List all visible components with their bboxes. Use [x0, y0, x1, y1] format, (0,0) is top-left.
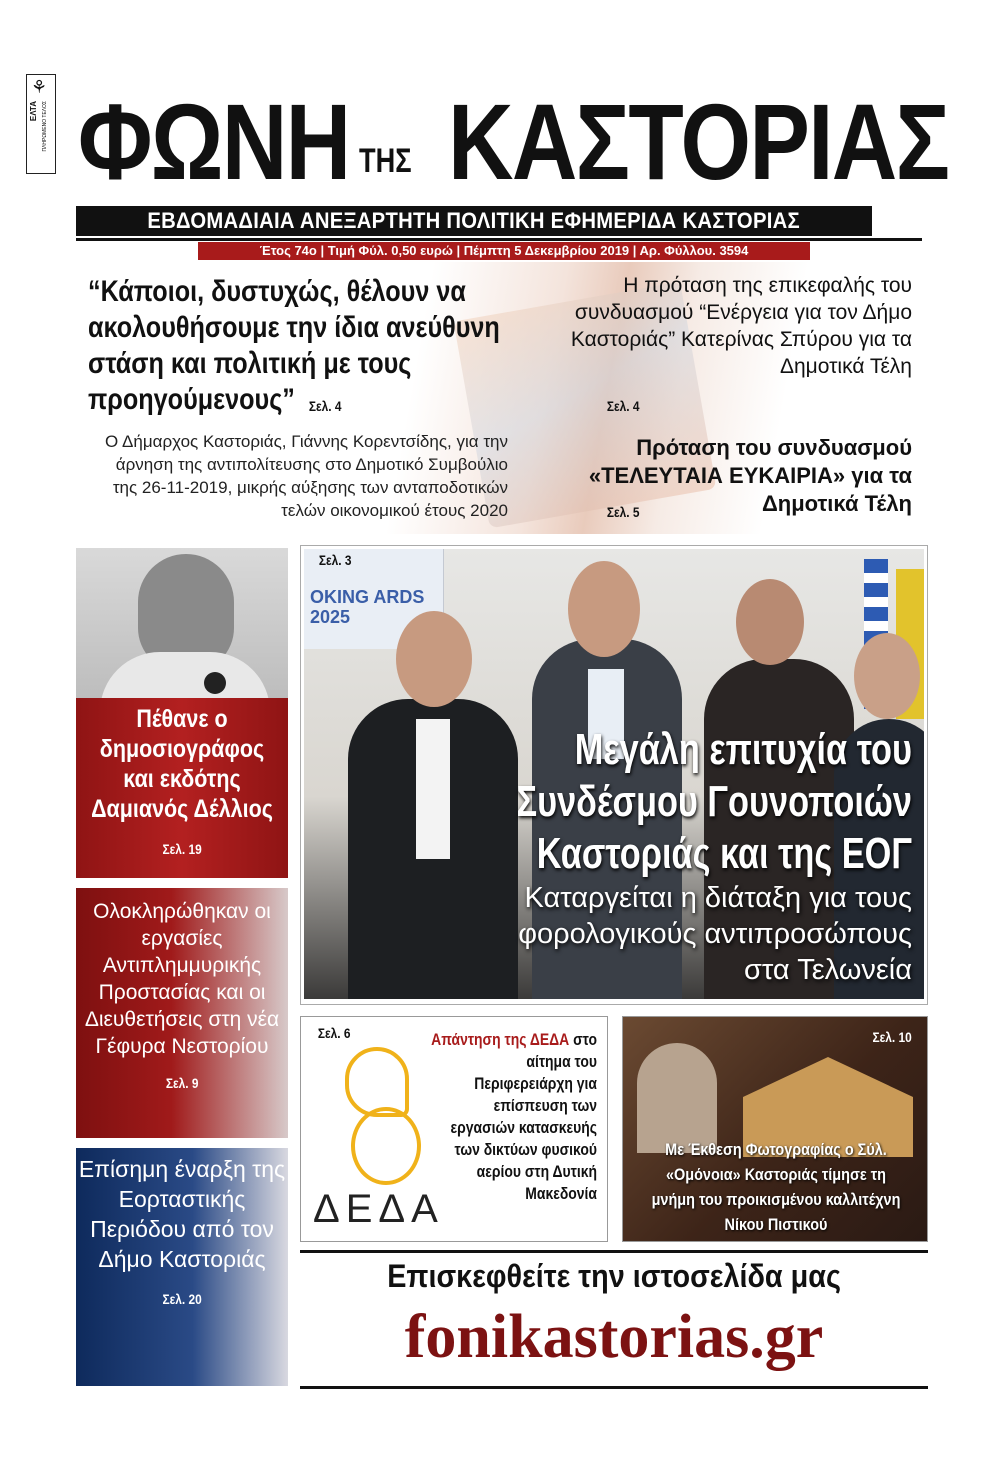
festive-page-ref [76, 1284, 288, 1314]
right-story-2-headline[interactable]: Πρόταση του συνδυασμού «ΤΕΛΕΥΤΑΙΑ ΕΥΚΑΙΡΙΑ» για τα Δημοτικά Τέλη [588, 435, 912, 516]
exhibition-page-ref [869, 1029, 915, 1045]
page-ref-text: Σελ. 19 [162, 841, 202, 857]
top-story-lead: Ο Δήμαρχος Καστοριάς, Γιάννης Κορεντσίδης, για την άρνηση της αντιπολίτευσης στο Δημοτικό Συμβούλιο της 26-11-2019, μικρής αύξησης των ανταποδοτικών τελών οικονομικού έτους 2020 [105, 432, 508, 520]
postage-stamp [26, 74, 56, 174]
page-ref-text: Σελ. 6 [317, 1025, 351, 1041]
obituary-headline: Πέθανε ο δημοσιογράφος και εκδότης Δαμιανός Δέλλιος [91, 705, 273, 823]
newspaper-subtitle [76, 206, 872, 236]
obituary-page-ref [76, 834, 288, 864]
portrait-body [100, 652, 270, 698]
deda-story-box[interactable] [300, 1016, 608, 1242]
person-1-shirt [416, 719, 450, 859]
festive-headline: Επίσημη έναρξη της Εορταστικής Περιόδου από τον Δήμο Καστοριάς [78, 1156, 286, 1272]
top-story-page-ref [306, 398, 344, 414]
person-4-face [854, 633, 920, 719]
website-bottom-rule [300, 1386, 928, 1389]
deda-headline-red: Απάντηση της ΔΕΔΑ [431, 1030, 570, 1049]
stamp-fine-print: ΠΛΗΡΩΜΕΝΟ ΤΕΛΟΣ [42, 101, 48, 152]
main-headline-text: Μεγάλη επιτυχία του Συνδέσμου Γουνοποιών Καστοριάς και της ΕΟΓ [516, 725, 912, 878]
flood-page-ref [76, 1070, 288, 1097]
deda-headline [429, 1029, 597, 1205]
exhibition-headline-text: Με Έκθεση Φωτογραφίας ο Σύλ. «Ομόνοια» Καστοριάς τίμησε τη μνήμη του προικισμένου καλλιτέχνη Νίκου Πιστικού [651, 1140, 901, 1234]
visit-text: Επισκεφθείτε την ιστοσελίδα μας [387, 1258, 841, 1294]
main-story-page-ref [316, 552, 354, 568]
website-top-rule [300, 1250, 928, 1253]
person-3-face [736, 579, 804, 665]
title-word-2: ΤΗΣ [359, 142, 412, 180]
page-ref-text: Σελ. 4 [606, 398, 640, 414]
top-story-headline-text: “Κάποιοι, δυστυχώς, θέλουν να ακολουθήσουμε την ίδια ανεύθυνη στάση και πολιτική με τους προηγούμενους” [88, 275, 500, 416]
subtitle-text: ΕΒΔΟΜΑΔΙΑΙΑ ΑΝΕΞΑΡΤΗΤΗ ΠΟΛΙΤΙΚΗ ΕΦΗΜΕΡΙΔΑ ΚΑΣΤΟΡΙΑΣ [147, 208, 801, 233]
journalist-photo [76, 548, 288, 698]
person-1-face [396, 611, 472, 707]
logo-ring-top [345, 1047, 409, 1117]
right-story-1-page-ref [604, 398, 642, 414]
title-word-1: ΦΩΝΗ [78, 81, 350, 202]
masthead-divider [76, 238, 922, 241]
page-ref-text: Σελ. 20 [162, 1291, 202, 1307]
person-2-face [568, 561, 640, 657]
flood-protection-box[interactable] [76, 888, 288, 1138]
title-word-3: ΚΑΣΤΟΡΙΑΣ [448, 81, 949, 202]
visit-website-text [300, 1258, 928, 1295]
newspaper-title [76, 81, 949, 202]
exhibition-headline [627, 1137, 925, 1237]
main-story-headline[interactable] [470, 724, 912, 880]
microphone-icon [204, 672, 226, 694]
exhibition-story-box[interactable] [622, 1016, 928, 1242]
deda-logo-icon [341, 1037, 427, 1187]
flood-headline: Ολοκληρώθηκαν οι εργασίες Αντιπλημμυρικής Προστασίας και οι Διευθετήσεις στη νέα Γέφυρα Νεστορίου [84, 900, 280, 1058]
elta-label: ΕΛΤΑ [29, 101, 38, 122]
deda-logo-word: ΔΕΔΑ [313, 1187, 444, 1231]
logo-ring-bottom [351, 1107, 421, 1185]
top-story-headline[interactable] [88, 274, 528, 418]
festive-season-box[interactable] [76, 1148, 288, 1386]
right-story-2-page-ref [604, 504, 642, 520]
obituary-box[interactable] [76, 698, 288, 878]
elta-bird-icon: ⚘ [31, 77, 48, 97]
page-ref-text: Σελ. 3 [318, 552, 352, 568]
main-story-subheadline: Καταργείται η διάταξη για τους φορολογικούς αντιπροσώπους στα Τελωνεία [518, 882, 912, 986]
website-url-link[interactable]: fonikastorias.gr [404, 1303, 824, 1371]
issue-info-bar: Έτος 74ο | Τιμή Φύλ. 0,50 ευρώ | Πέμπτη 5 Δεκεμβρίου 2019 | Αρ. Φύλλου. 3594 [198, 242, 810, 260]
page-ref-text: Σελ. 9 [165, 1075, 199, 1091]
poster-text: OKING ARDS 2025 [310, 587, 425, 627]
deda-headline-rest: στο αίτημα του Περιφερειάρχη για επίσπευση των εργασιών κατασκευής των δικτύων φυσικού αερίου στη Δυτική Μακεδονία [450, 1030, 597, 1203]
page-ref-text: Σελ. 5 [606, 504, 640, 520]
page-ref-text: Σελ. 10 [872, 1029, 912, 1045]
right-story-1-headline[interactable]: Η πρόταση της επικεφαλής του συνδυασμού “Ενέργεια για τον Δήμο Καστοριάς” Κατερίνας Σπύρου για τα Δημοτικά Τέλη [570, 274, 912, 378]
page-ref-text: Σελ. 4 [308, 398, 342, 414]
